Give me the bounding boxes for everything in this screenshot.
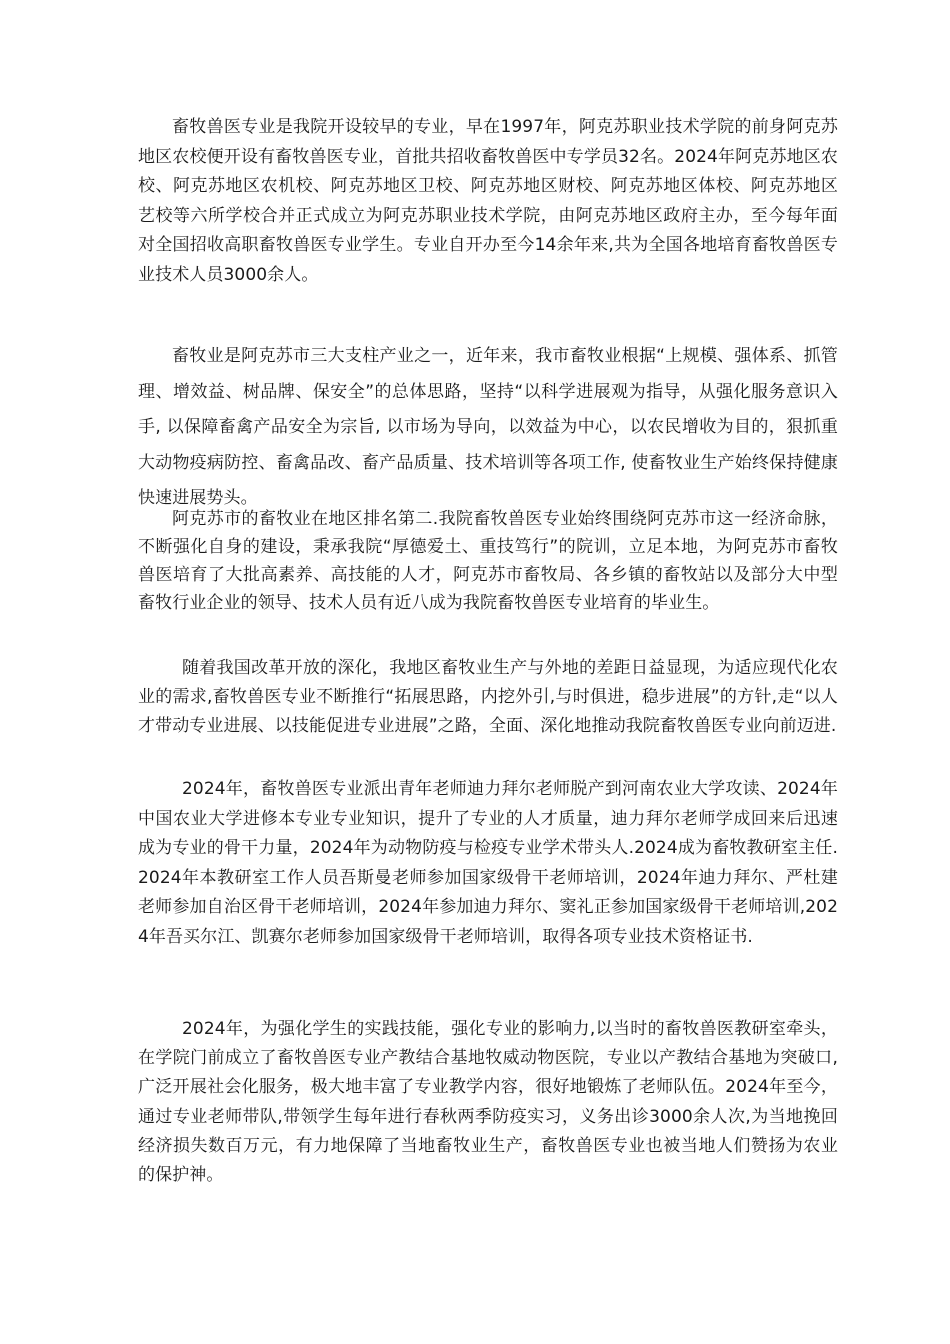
paragraph-history: 畜牧兽医专业是我院开设较早的专业，早在1997年，阿克苏职业技术学院的前身阿克苏地区农校便开设有畜牧兽医专业，首批共招收畜牧兽医中专学员32名。2024年阿克苏地区农校、阿克苏地区农机校、阿克苏地区卫校、阿克苏地区财校、阿克苏地区体校、阿克苏地区艺校等六所学校合并正式成立为阿克苏职业技术学院，由阿克苏地区政府主办，至今每年面对全国招收高职畜牧兽医专业学生。专业自开办至今14余年来,共为全国各地培育畜牧兽医专业技术人员3000余人。 <box>138 117 838 285</box>
paragraph-practice-base: 2024年，为强化学生的实践技能，强化专业的影响力,以当时的畜牧兽医教研室牵头，在学院门前成立了畜牧兽医专业产教结合基地牧威动物医院，专业以产教结合基地为突破口,广泛开展社会化服务，极大地丰富了专业教学内容，很好地锻炼了老师队伍。2024年至今，通过专业老师带队,带领学生每年进行春秋两季防疫实习，义务出诊3000余人次,为当地挽回经济损失数百万元，有力地保障了当地畜牧业生产，畜牧兽医专业也被当地人们赞扬为农业的保护神。 <box>138 1019 838 1186</box>
paragraph-industry: 畜牧业是阿克苏市三大支柱产业之一，近年来，我市畜牧业根据“上规模、强体系、抓管理、增效益、树品牌、保安全”的总体思路，坚持“以科学进展观为指导，从强化服务意识入手, 以保障畜禽产品安全为宗旨, 以市场为导向，以效益为中心，以农民增收为目的，狠抓重大动物疫病防控、畜禽品改、畜产品质量、技术培训等各项工作, 使畜牧业生产始终保持健康快速进展势头。 <box>138 346 838 509</box>
paragraph-teacher-training: 2024年，畜牧兽医专业派出青年老师迪力拜尔老师脱产到河南农业大学攻读、2024年中国农业大学进修本专业专业知识，提升了专业的人才质量，迪力拜尔老师学成回来后迅速成为专业的骨干力量，2024年为动物防疫与检疫专业学术带头人.2024成为畜牧教研室主任.2024年本教研室工作人员吾斯曼老师参加国家级骨干老师培训，2024年迪力拜尔、严杜建老师参加自治区骨干老师培训，2024年参加迪力拜尔、窦礼正参加国家级骨干老师培训,2024年吾买尔江、凯赛尔老师参加国家级骨干老师培训，取得各项专业技术资格证书. <box>138 779 838 947</box>
paragraph-reform: 随着我国改革开放的深化，我地区畜牧业生产与外地的差距日益显现，为适应现代化农业的需求,畜牧兽医专业不断推行“拓展思路，内挖外引,与时俱进，稳步进展”的方针,走“以人才带动专业进展、以技能促进专业进展”之路，全面、深化地推动我院畜牧兽医专业向前迈进. <box>138 658 838 736</box>
paragraph-ranking: 阿克苏市的畜牧业在地区排名第二.我院畜牧兽医专业始终围绕阿克苏市这一经济命脉，不断强化自身的建设，秉承我院“厚德爱土、重技笃行”的院训，立足本地，为阿克苏市畜牧兽医培育了大批高素养、高技能的人才，阿克苏市畜牧局、各乡镇的畜牧站以及部分大中型畜牧行业企业的领导、技术人员有近八成为我院畜牧兽医专业培育的毕业生。 <box>138 509 838 613</box>
